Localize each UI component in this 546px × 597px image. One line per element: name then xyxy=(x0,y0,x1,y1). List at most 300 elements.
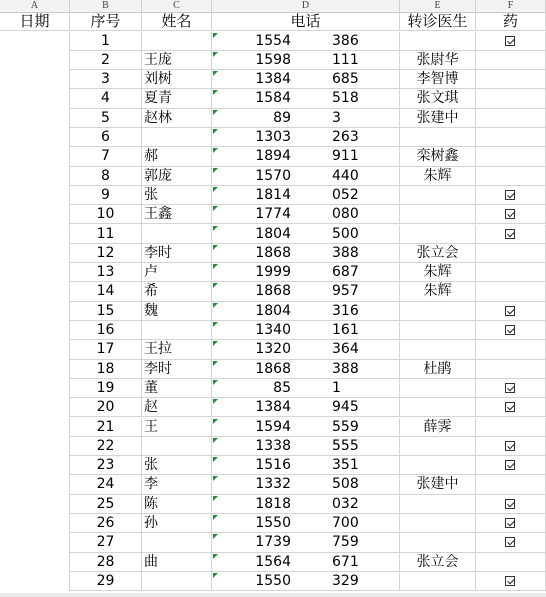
cell-name[interactable] xyxy=(142,379,212,398)
cell-name[interactable] xyxy=(142,398,212,417)
phone-suffix: 911 xyxy=(332,148,359,165)
cell-medicine[interactable] xyxy=(476,360,546,379)
number-as-text-marker xyxy=(213,534,218,539)
cell-phone[interactable] xyxy=(212,514,400,533)
cell-date[interactable] xyxy=(0,572,70,591)
cell-medicine[interactable] xyxy=(476,244,546,263)
cell-phone[interactable] xyxy=(212,456,400,475)
phone-redaction xyxy=(294,456,328,474)
cell-name[interactable] xyxy=(142,321,212,340)
phone-prefix: 1814 xyxy=(255,186,291,203)
cell-medicine[interactable] xyxy=(476,225,546,244)
name-text: 陈 xyxy=(144,495,158,512)
cell-phone[interactable] xyxy=(212,225,400,244)
cell-phone[interactable] xyxy=(212,128,400,147)
phone-suffix: 263 xyxy=(332,129,359,145)
checkbox-checked-icon[interactable] xyxy=(505,229,515,239)
column-header-b[interactable]: B xyxy=(70,0,142,12)
cell-seq[interactable]: 21 xyxy=(70,418,142,437)
cell-name[interactable] xyxy=(142,225,212,244)
name-text: 王鑫 xyxy=(144,206,172,223)
cell-medicine[interactable] xyxy=(476,32,546,51)
cell-date[interactable] xyxy=(0,456,70,475)
cell-name[interactable] xyxy=(142,263,212,282)
cell-seq[interactable]: 19 xyxy=(70,379,142,398)
cell-doctor[interactable] xyxy=(400,128,476,147)
cell-phone[interactable] xyxy=(212,321,400,340)
cell-medicine[interactable] xyxy=(476,514,546,533)
table-row xyxy=(0,398,546,417)
cell-doctor[interactable] xyxy=(400,32,476,51)
cell-phone[interactable] xyxy=(212,244,400,263)
phone-prefix: 1550 xyxy=(255,572,291,589)
checkbox-checked-icon[interactable] xyxy=(505,441,515,451)
cell-medicine[interactable] xyxy=(476,205,546,224)
table-row xyxy=(0,514,546,533)
cell-phone[interactable] xyxy=(212,263,400,282)
cell-phone[interactable] xyxy=(212,495,400,514)
cell-doctor[interactable]: 张文琪 xyxy=(400,89,476,108)
header-date[interactable]: 日期 xyxy=(0,12,70,31)
header-seq[interactable]: 序号 xyxy=(70,12,142,31)
cell-doctor[interactable]: 杜鹃 xyxy=(400,360,476,379)
cell-medicine[interactable] xyxy=(476,533,546,552)
phone-redaction xyxy=(294,533,328,551)
phone-prefix: 1550 xyxy=(255,515,291,531)
phone-suffix: 032 xyxy=(332,495,359,512)
cell-date[interactable] xyxy=(0,475,70,494)
cell-seq[interactable]: 6 xyxy=(70,128,142,147)
cell-date[interactable] xyxy=(0,263,70,282)
table-row xyxy=(0,572,546,591)
cell-date[interactable] xyxy=(0,340,70,359)
cell-name[interactable] xyxy=(142,128,212,147)
phone-redaction xyxy=(294,418,328,436)
cell-doctor[interactable]: 朱辉 xyxy=(400,263,476,282)
cell-phone[interactable] xyxy=(212,475,400,494)
cell-phone[interactable] xyxy=(212,32,400,51)
number-as-text-marker xyxy=(213,496,218,501)
cell-medicine[interactable] xyxy=(476,437,546,456)
phone-redaction xyxy=(294,225,328,243)
header-name[interactable]: 姓名 xyxy=(142,12,212,31)
cell-doctor[interactable]: 张建中 xyxy=(400,475,476,494)
table-row xyxy=(0,553,546,572)
cell-seq[interactable]: 26 xyxy=(70,514,142,533)
cell-name[interactable] xyxy=(142,109,212,128)
checkbox-checked-icon[interactable] xyxy=(505,306,515,316)
cell-date[interactable] xyxy=(0,205,70,224)
cell-medicine[interactable] xyxy=(476,109,546,128)
cell-medicine[interactable] xyxy=(476,167,546,186)
cell-doctor[interactable]: 朱辉 xyxy=(400,282,476,301)
cell-doctor[interactable]: 张尉华 xyxy=(400,51,476,70)
checkbox-checked-icon[interactable] xyxy=(505,36,515,46)
cell-phone[interactable] xyxy=(212,572,400,591)
cell-doctor[interactable]: 栾树鑫 xyxy=(400,147,476,166)
name-redaction xyxy=(184,186,210,204)
cell-medicine[interactable] xyxy=(476,70,546,89)
cell-phone[interactable] xyxy=(212,553,400,572)
cell-name[interactable] xyxy=(142,244,212,263)
name-text: 曲 xyxy=(144,553,158,570)
phone-prefix: 1584 xyxy=(255,90,291,107)
phone-suffix: 1 xyxy=(332,379,341,396)
cell-seq[interactable]: 7 xyxy=(70,147,142,166)
cell-date[interactable] xyxy=(0,418,70,437)
cell-medicine[interactable] xyxy=(476,475,546,494)
cell-name[interactable] xyxy=(142,418,212,437)
number-as-text-marker xyxy=(213,361,218,366)
checkbox-checked-icon[interactable] xyxy=(505,460,515,470)
cell-name[interactable] xyxy=(142,456,212,475)
checkbox-checked-icon[interactable] xyxy=(505,325,515,335)
phone-suffix: 080 xyxy=(332,206,359,223)
phone-prefix: 89 xyxy=(273,109,291,126)
checkbox-checked-icon[interactable] xyxy=(505,518,515,528)
name-redaction xyxy=(184,302,210,320)
phone-redaction xyxy=(294,32,328,50)
cell-doctor[interactable] xyxy=(400,379,476,398)
name-redaction xyxy=(184,553,210,571)
cell-phone[interactable] xyxy=(212,282,400,301)
cell-name[interactable] xyxy=(142,533,212,552)
cell-date[interactable] xyxy=(0,282,70,301)
cell-date[interactable] xyxy=(0,51,70,70)
table-row xyxy=(0,186,546,205)
cell-date[interactable] xyxy=(0,553,70,572)
cell-name[interactable] xyxy=(142,302,212,321)
cell-name[interactable] xyxy=(142,186,212,205)
cell-medicine[interactable] xyxy=(476,553,546,572)
checkbox-checked-icon[interactable] xyxy=(505,383,515,393)
number-as-text-marker xyxy=(213,110,218,115)
cell-seq[interactable]: 22 xyxy=(70,437,142,456)
cell-date[interactable] xyxy=(0,437,70,456)
cell-seq[interactable]: 8 xyxy=(70,167,142,186)
cell-doctor[interactable] xyxy=(400,302,476,321)
cell-phone[interactable] xyxy=(212,533,400,552)
cell-date[interactable] xyxy=(0,225,70,244)
checkbox-checked-icon[interactable] xyxy=(505,576,515,586)
phone-prefix: 1338 xyxy=(255,437,291,454)
cell-phone[interactable] xyxy=(212,418,400,437)
checkbox-checked-icon[interactable] xyxy=(505,209,515,219)
column-header-a[interactable]: A xyxy=(0,0,70,12)
cell-date[interactable] xyxy=(0,70,70,89)
number-as-text-marker xyxy=(213,71,218,76)
cell-name[interactable] xyxy=(142,51,212,70)
phone-redaction xyxy=(294,553,328,571)
phone-prefix: 1868 xyxy=(255,244,291,261)
cell-phone[interactable] xyxy=(212,89,400,108)
cell-seq[interactable]: 11 xyxy=(70,225,142,244)
column-header-d[interactable]: D xyxy=(212,0,400,12)
name-text: 王拉 xyxy=(144,341,172,358)
cell-phone[interactable] xyxy=(212,340,400,359)
cell-phone[interactable] xyxy=(212,70,400,89)
cell-doctor[interactable]: 张立会 xyxy=(400,553,476,572)
cell-doctor[interactable] xyxy=(400,456,476,475)
cell-doctor[interactable]: 张立会 xyxy=(400,244,476,263)
cell-seq[interactable]: 1 xyxy=(70,32,142,51)
checkbox-checked-icon[interactable] xyxy=(505,537,515,547)
cell-seq[interactable]: 15 xyxy=(70,302,142,321)
checkbox-checked-icon[interactable] xyxy=(505,499,515,509)
cell-phone[interactable] xyxy=(212,51,400,70)
cell-doctor[interactable] xyxy=(400,533,476,552)
table-row xyxy=(0,244,546,263)
phone-prefix: 1999 xyxy=(255,264,291,281)
cell-date[interactable] xyxy=(0,186,70,205)
name-text: 李时 xyxy=(144,244,172,261)
cell-seq[interactable]: 13 xyxy=(70,263,142,282)
cell-medicine[interactable] xyxy=(476,340,546,359)
cell-seq[interactable]: 4 xyxy=(70,89,142,108)
cell-medicine[interactable] xyxy=(476,456,546,475)
cell-medicine[interactable] xyxy=(476,282,546,301)
cell-seq[interactable]: 24 xyxy=(70,475,142,494)
name-text: 郝 xyxy=(144,148,158,165)
header-medicine[interactable]: 药 xyxy=(476,12,546,31)
table-row xyxy=(0,379,546,398)
cell-doctor[interactable] xyxy=(400,321,476,340)
cell-name[interactable] xyxy=(142,495,212,514)
cell-medicine[interactable] xyxy=(476,495,546,514)
cell-date[interactable] xyxy=(0,398,70,417)
cell-name[interactable] xyxy=(142,572,212,591)
cell-name[interactable] xyxy=(142,437,212,456)
cell-seq[interactable]: 14 xyxy=(70,282,142,301)
number-as-text-marker xyxy=(213,303,218,308)
phone-redaction xyxy=(294,282,328,300)
name-redaction xyxy=(184,437,210,455)
name-text: 王庞 xyxy=(144,51,172,68)
cell-medicine[interactable] xyxy=(476,147,546,166)
cell-medicine[interactable] xyxy=(476,418,546,437)
cell-date[interactable] xyxy=(0,89,70,108)
cell-seq[interactable]: 28 xyxy=(70,553,142,572)
table-row xyxy=(0,340,546,359)
number-as-text-marker xyxy=(213,419,218,424)
cell-phone[interactable] xyxy=(212,147,400,166)
cell-doctor[interactable]: 薛霁 xyxy=(400,418,476,437)
cell-date[interactable] xyxy=(0,533,70,552)
cell-medicine[interactable] xyxy=(476,572,546,591)
cell-seq[interactable]: 17 xyxy=(70,340,142,359)
phone-redaction xyxy=(294,379,328,397)
phone-redaction xyxy=(294,340,328,358)
cell-date[interactable] xyxy=(0,147,70,166)
phone-redaction xyxy=(294,186,328,204)
cell-name[interactable] xyxy=(142,89,212,108)
column-header-e[interactable]: E xyxy=(400,0,476,12)
cell-name[interactable] xyxy=(142,514,212,533)
cell-phone[interactable] xyxy=(212,379,400,398)
cell-phone[interactable] xyxy=(212,109,400,128)
cell-phone[interactable] xyxy=(212,186,400,205)
name-redaction xyxy=(184,495,210,513)
phone-prefix: 1894 xyxy=(255,148,291,165)
phone-suffix: 329 xyxy=(332,572,359,589)
cell-doctor[interactable] xyxy=(400,437,476,456)
number-as-text-marker xyxy=(213,264,218,269)
phone-suffix: 671 xyxy=(332,553,359,570)
cell-doctor[interactable] xyxy=(400,495,476,514)
cell-doctor[interactable] xyxy=(400,340,476,359)
cell-doctor[interactable] xyxy=(400,205,476,224)
name-redaction xyxy=(184,225,210,243)
cell-seq[interactable]: 3 xyxy=(70,70,142,89)
cell-seq[interactable]: 23 xyxy=(70,456,142,475)
number-as-text-marker xyxy=(213,399,218,404)
cell-medicine[interactable] xyxy=(476,263,546,282)
cell-doctor[interactable] xyxy=(400,398,476,417)
column-header-c[interactable]: C xyxy=(142,0,212,12)
cell-name[interactable] xyxy=(142,70,212,89)
number-as-text-marker xyxy=(213,245,218,250)
cell-seq[interactable]: 9 xyxy=(70,186,142,205)
cell-doctor[interactable]: 张建中 xyxy=(400,109,476,128)
cell-doctor[interactable] xyxy=(400,225,476,244)
cell-doctor[interactable] xyxy=(400,514,476,533)
phone-suffix: 687 xyxy=(332,264,359,281)
phone-prefix: 1570 xyxy=(255,167,291,184)
cell-seq[interactable]: 12 xyxy=(70,244,142,263)
cell-date[interactable] xyxy=(0,32,70,51)
name-text: 张 xyxy=(144,457,158,474)
phone-prefix: 1598 xyxy=(255,51,291,68)
cell-seq[interactable]: 27 xyxy=(70,533,142,552)
cell-date[interactable] xyxy=(0,109,70,128)
table-row xyxy=(0,70,546,89)
cell-date[interactable] xyxy=(0,321,70,340)
cell-name[interactable] xyxy=(142,553,212,572)
cell-phone[interactable] xyxy=(212,437,400,456)
name-text: 夏青 xyxy=(144,90,172,107)
cell-name[interactable] xyxy=(142,360,212,379)
phone-redaction xyxy=(294,514,328,532)
phone-prefix: 1868 xyxy=(255,360,291,377)
phone-redaction xyxy=(294,475,328,493)
column-header-f[interactable]: F xyxy=(476,0,546,12)
phone-redaction xyxy=(294,147,328,165)
phone-redaction xyxy=(294,360,328,378)
cell-date[interactable] xyxy=(0,302,70,321)
name-redaction xyxy=(184,147,210,165)
cell-name[interactable] xyxy=(142,475,212,494)
number-as-text-marker xyxy=(213,90,218,95)
number-as-text-marker xyxy=(213,33,218,38)
cell-date[interactable] xyxy=(0,167,70,186)
cell-name[interactable] xyxy=(142,147,212,166)
horizontal-scrollbar[interactable] xyxy=(0,593,546,597)
cell-doctor[interactable] xyxy=(400,572,476,591)
header-doctor[interactable]: 转诊医生 xyxy=(400,12,476,31)
cell-date[interactable] xyxy=(0,128,70,147)
phone-prefix: 1332 xyxy=(255,476,291,493)
cell-phone[interactable] xyxy=(212,302,400,321)
name-text: 魏 xyxy=(144,302,158,319)
cell-date[interactable] xyxy=(0,360,70,379)
phone-suffix: 945 xyxy=(332,399,359,416)
cell-name[interactable] xyxy=(142,282,212,301)
cell-phone[interactable] xyxy=(212,167,400,186)
cell-medicine[interactable] xyxy=(476,398,546,417)
table-row xyxy=(0,495,546,514)
name-text: 王 xyxy=(144,418,158,435)
table-row xyxy=(0,205,546,224)
cell-doctor[interactable] xyxy=(400,186,476,205)
phone-suffix: 111 xyxy=(332,51,359,68)
cell-medicine[interactable] xyxy=(476,186,546,205)
name-redaction xyxy=(184,32,210,50)
cell-medicine[interactable] xyxy=(476,128,546,147)
cell-phone[interactable] xyxy=(212,205,400,224)
name-redaction xyxy=(184,321,210,339)
cell-seq[interactable]: 5 xyxy=(70,109,142,128)
cell-seq[interactable]: 10 xyxy=(70,205,142,224)
phone-suffix: 052 xyxy=(332,186,359,203)
cell-name[interactable] xyxy=(142,167,212,186)
phone-redaction xyxy=(294,51,328,69)
cell-date[interactable] xyxy=(0,379,70,398)
cell-seq[interactable]: 25 xyxy=(70,495,142,514)
cell-name[interactable] xyxy=(142,32,212,51)
cell-doctor[interactable]: 李智博 xyxy=(400,70,476,89)
cell-seq[interactable]: 29 xyxy=(70,572,142,591)
number-as-text-marker xyxy=(213,283,218,288)
cell-seq[interactable]: 16 xyxy=(70,321,142,340)
cell-medicine[interactable] xyxy=(476,379,546,398)
cell-seq[interactable]: 2 xyxy=(70,51,142,70)
cell-name[interactable] xyxy=(142,205,212,224)
phone-suffix: 440 xyxy=(332,167,359,184)
checkbox-checked-icon[interactable] xyxy=(505,402,515,412)
cell-phone[interactable] xyxy=(212,360,400,379)
cell-seq[interactable]: 18 xyxy=(70,360,142,379)
table-row xyxy=(0,302,546,321)
cell-date[interactable] xyxy=(0,244,70,263)
name-redaction xyxy=(184,282,210,300)
number-as-text-marker xyxy=(213,322,218,327)
table-row xyxy=(0,456,546,475)
number-as-text-marker xyxy=(213,148,218,153)
cell-medicine[interactable] xyxy=(476,51,546,70)
name-text: 张 xyxy=(144,186,158,203)
phone-redaction xyxy=(294,495,328,513)
name-redaction xyxy=(184,340,210,358)
cell-medicine[interactable] xyxy=(476,89,546,108)
name-redaction xyxy=(184,572,210,590)
header-phone[interactable]: 电话 xyxy=(212,12,400,31)
phone-suffix: 3 xyxy=(332,109,341,126)
cell-name[interactable] xyxy=(142,340,212,359)
cell-seq[interactable]: 20 xyxy=(70,398,142,417)
name-text: 赵 xyxy=(144,399,158,416)
cell-medicine[interactable] xyxy=(476,321,546,340)
cell-phone[interactable] xyxy=(212,398,400,417)
checkbox-checked-icon[interactable] xyxy=(505,190,515,200)
name-redaction xyxy=(184,379,210,397)
cell-date[interactable] xyxy=(0,495,70,514)
number-as-text-marker xyxy=(213,554,218,559)
cell-doctor[interactable]: 朱辉 xyxy=(400,167,476,186)
cell-date[interactable] xyxy=(0,514,70,533)
name-redaction xyxy=(184,167,210,185)
phone-redaction xyxy=(294,205,328,223)
cell-medicine[interactable] xyxy=(476,302,546,321)
